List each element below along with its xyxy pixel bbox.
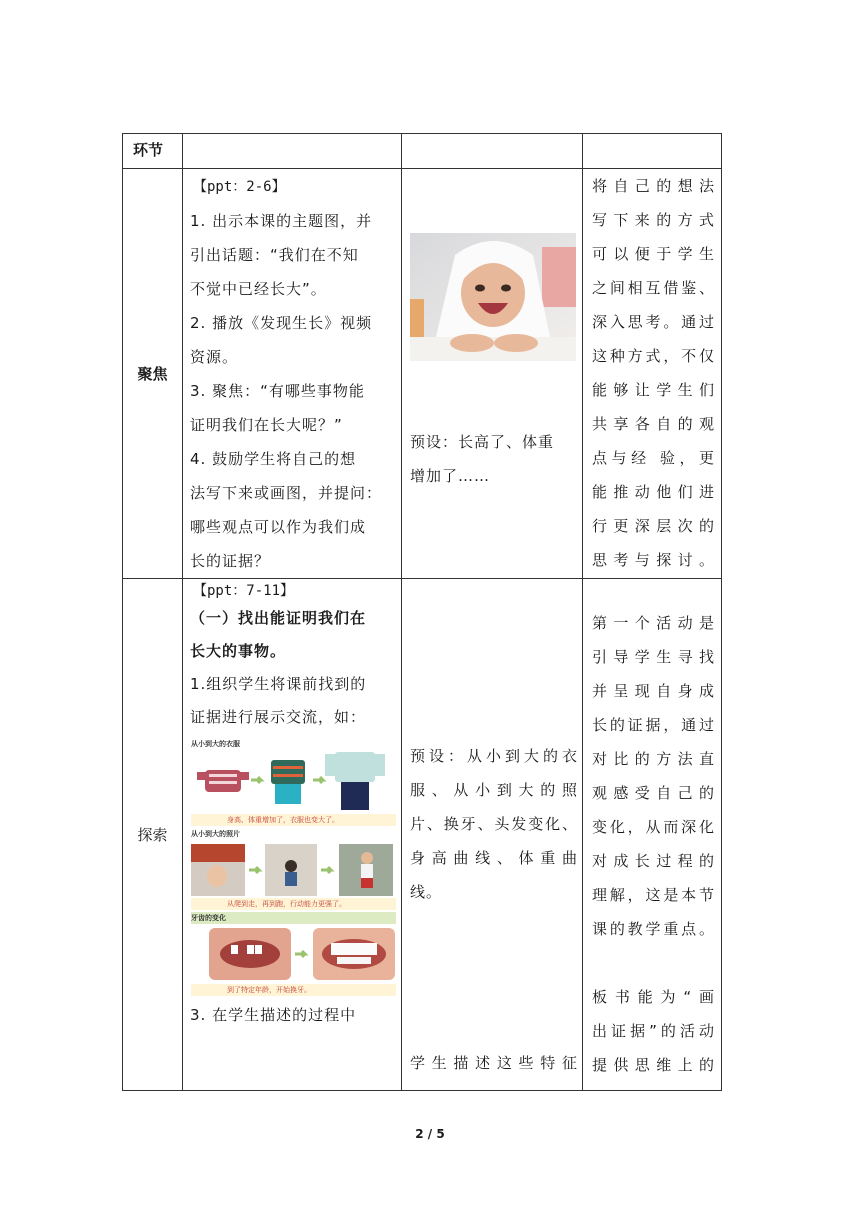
explore-student-line-5: 线。 — [410, 883, 443, 901]
focus-student-cell — [402, 169, 583, 579]
focus-intent-line-2: 写下来的方式 — [592, 211, 715, 229]
explore-line-1: 1.组织学生将课前找到的 — [190, 675, 367, 693]
explore-last-line: 3. 在学生描述的过程中 — [190, 1006, 357, 1024]
explore-intent-line-13: 提供思维上的 — [592, 1056, 715, 1074]
focus-line-6: 3. 聚焦：“有哪些事物能 — [190, 382, 365, 400]
explore-intent-line-3: 并呈现自身成 — [592, 682, 715, 700]
photos-figure-title: 从小到大的照片 — [191, 830, 240, 838]
photos-figure — [191, 840, 396, 898]
header-teacher-cell — [183, 134, 402, 169]
clothes-figure — [191, 750, 396, 814]
focus-line-4: 2. 播放《发现生长》视频 — [190, 314, 373, 332]
explore-intent-line-11: 板书能为“画 — [592, 988, 715, 1006]
explore-intent-line-9: 理解，这是本节 — [592, 886, 715, 904]
teeth-figure — [191, 924, 396, 984]
teeth-figure-title: 牙齿的变化 — [191, 912, 396, 924]
header-intent-cell — [583, 134, 722, 169]
focus-intent-line-7: 能够让学生们 — [592, 381, 715, 399]
explore-heading-line-1: （一）找出能证明我们在 — [190, 609, 367, 627]
explore-heading-line-2: 长大的事物。 — [190, 642, 287, 660]
focus-intent-line-4: 之间相互借鉴、 — [592, 279, 715, 297]
focus-intent-line-3: 可以便于学生 — [592, 245, 715, 263]
explore-intent-spacer — [592, 946, 715, 980]
explore-student-line-2: 服、从小到大的照 — [410, 781, 578, 799]
focus-teacher-cell — [183, 169, 402, 579]
explore-intent-line-4: 长的证据，通过 — [592, 716, 715, 734]
explore-student-cell — [402, 579, 583, 1091]
focus-intent-line-8: 共享各自的观 — [592, 415, 715, 433]
focus-line-1: 1. 出示本课的主题图，并 — [190, 212, 373, 230]
explore-ppt-ref: 【ppt：7-11】 — [193, 583, 295, 599]
focus-line-9: 法写下来或画图，并提问： — [190, 484, 383, 502]
header-stage-label: 环节 — [133, 141, 164, 159]
explore-intent-line-7: 变化，从而深化 — [592, 818, 715, 836]
explore-intent-line-8: 对成长过程的 — [592, 852, 715, 870]
explore-line-2: 证据进行展示交流，如： — [190, 708, 367, 726]
focus-intent-line-10: 能推动他们进 — [592, 483, 715, 501]
explore-intent-line-12: 出证据”的活动 — [592, 1022, 715, 1040]
photos-figure-caption: 从爬到走，再到跑，行动能力更强了。 — [191, 898, 396, 910]
table-row-focus — [123, 169, 722, 579]
explore-intent-line-10: 课的教学重点。 — [592, 920, 715, 938]
focus-intent-line-11: 行更深层次的 — [592, 517, 715, 535]
stage-focus: 聚焦 — [123, 169, 183, 579]
focus-line-11: 长的证据？ — [190, 552, 271, 570]
explore-intent-cell — [583, 579, 722, 1091]
focus-line-8: 4. 鼓励学生将自己的想 — [190, 450, 357, 468]
focus-student-line-1: 预设：长高了、体重 — [410, 433, 555, 451]
focus-line-5: 资源。 — [190, 348, 239, 366]
explore-intent-line-6: 观感受自己的 — [592, 784, 715, 802]
explore-student-line-1: 预设：从小到大的衣 — [410, 747, 578, 765]
growth-evidence-figure — [191, 738, 396, 996]
focus-line-2: 引出话题：“我们在不知 — [190, 246, 359, 264]
focus-intent-line-6: 这种方式，不仅 — [592, 347, 715, 365]
focus-ppt-ref: 【ppt：2-6】 — [193, 179, 286, 195]
stage-explore: 探索 — [123, 579, 183, 1091]
baby-photo — [410, 233, 576, 361]
explore-teacher-cell — [183, 579, 402, 1091]
clothes-figure-caption: 身高、体重增加了，衣服也变大了。 — [191, 814, 396, 826]
explore-student-line-4: 身高曲线、体重曲 — [410, 849, 578, 867]
focus-line-7: 证明我们在长大呢？” — [190, 416, 343, 434]
explore-intent-line-5: 对比的方法直 — [592, 750, 715, 768]
clothes-figure-title: 从小到大的衣服 — [191, 740, 240, 748]
explore-intent-line-2: 引导学生寻找 — [592, 648, 715, 666]
table-row-explore — [123, 579, 722, 1091]
focus-intent-line-5: 深入思考。通过 — [592, 313, 715, 331]
lesson-plan-table — [122, 133, 722, 1091]
page-number: 2 / 5 — [415, 1127, 445, 1141]
table-header-row — [123, 134, 722, 169]
header-stage-cell — [123, 134, 183, 169]
focus-student-line-2: 增加了…… — [410, 467, 491, 485]
focus-intent-line-9: 点与经 验，更 — [592, 449, 715, 467]
focus-line-3: 不觉中已经长大”。 — [190, 280, 327, 298]
explore-intent-line-1: 第一个活动是 — [592, 614, 715, 632]
teeth-figure-caption: 到了特定年龄，开始换牙。 — [191, 984, 396, 996]
explore-student-bottom-line: 学生描述这些特征 — [410, 1054, 578, 1072]
header-student-cell — [402, 134, 583, 169]
explore-student-line-3: 片、换牙、头发变化、 — [410, 815, 578, 833]
focus-intent-cell — [583, 169, 722, 579]
focus-intent-line-1: 将自己的想法 — [592, 177, 715, 195]
focus-line-10: 哪些观点可以作为我们成 — [190, 518, 367, 536]
focus-intent-line-12: 思考与探讨。 — [592, 551, 715, 569]
